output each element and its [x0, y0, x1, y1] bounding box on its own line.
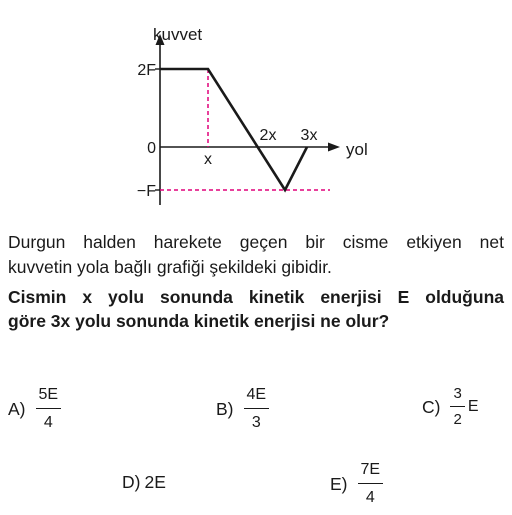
question-ask-line-1: Cismin x yolu sonunda kinetik enerjisi E olduğuna [8, 287, 504, 307]
force-line [160, 69, 307, 190]
y-tick-label-neg-f: −F [136, 183, 156, 200]
x-axis-arrow [328, 143, 340, 152]
choice-e-label: E) [330, 473, 348, 494]
choice-e[interactable] [330, 460, 383, 508]
choice-a-fraction [36, 385, 62, 433]
choice-c-fraction [450, 385, 464, 429]
choice-c-numerator: 3 [450, 385, 464, 407]
choice-e-fraction [358, 460, 384, 508]
question-ask-line-2: göre 3x yolu sonunda kinetik enerjisi ne olur? [8, 311, 390, 331]
choice-b-numerator: 4E [244, 385, 270, 409]
y-tick-label-2f: 2F [137, 62, 156, 79]
x-tick-label-2x: 2x [259, 127, 277, 144]
x-tick-label-3x: 3x [300, 127, 318, 144]
choice-b[interactable] [216, 385, 269, 433]
question-stem-line-2: kuvvetin yola bağlı grafiği şekildeki gibidir. [8, 257, 332, 277]
question-stem-line-1: Durgun halden harekete geçen bir cisme etkiyen net [8, 232, 504, 252]
choice-b-label: B) [216, 398, 234, 419]
choice-d-value: 2E [144, 472, 166, 492]
choice-c-denominator: 2 [453, 411, 462, 428]
y-axis-label: kuvvet [153, 25, 203, 44]
choice-e-numerator: 7E [358, 460, 384, 484]
choice-b-denominator: 3 [251, 414, 261, 431]
x-axis-label: yol [346, 140, 368, 159]
choice-c-unit: E [467, 398, 479, 415]
choice-e-denominator: 4 [365, 489, 375, 506]
choice-a-denominator: 4 [43, 414, 53, 431]
choice-b-fraction [244, 385, 270, 433]
choice-a-numerator: 5E [36, 385, 62, 409]
choice-d-label: D) [122, 472, 141, 492]
x-tick-label-x: x [204, 151, 212, 168]
force-distance-graph [0, 0, 512, 215]
choice-a-label: A) [8, 398, 26, 419]
choice-d[interactable] [122, 472, 166, 493]
choice-c-label: C) [422, 396, 441, 417]
choice-a[interactable] [8, 385, 61, 433]
y-tick-label-0: 0 [147, 140, 156, 157]
choice-c[interactable] [422, 385, 478, 429]
